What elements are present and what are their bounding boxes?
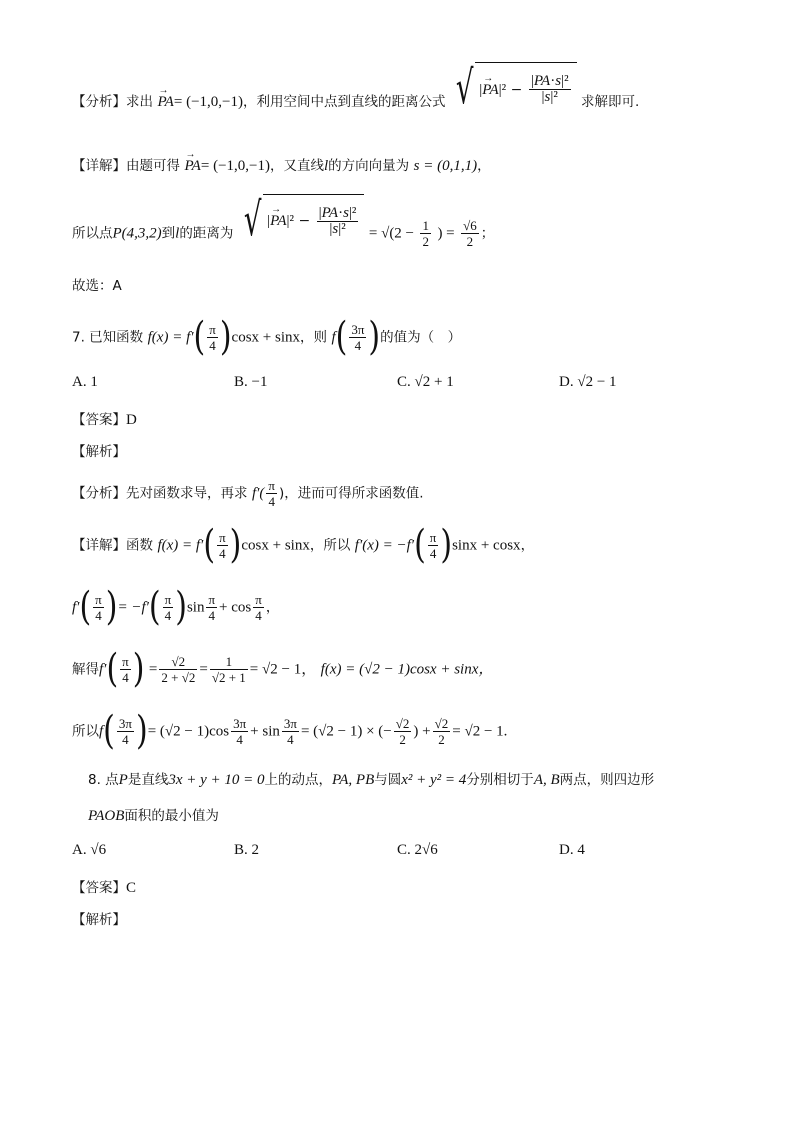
vector-s-value: s = (0,1,1)	[413, 158, 478, 174]
q7-line-fprime: f′( $\frac{\pi}{4}$ )= −f′( $\frac{\pi}{4}$ )sin $\frac{\pi}{4}$ + cos $\frac{\pi}{4}$ ，	[72, 584, 280, 630]
choose-line: 故选：A	[72, 278, 122, 294]
q8-stem2: 面积的最小值为	[124, 808, 219, 824]
detail-tag-2: 【详解】	[72, 537, 126, 554]
q8-answer: C	[126, 880, 137, 896]
vector-pa-value-2: = (−1,0,−1)	[200, 158, 270, 174]
q7-comma: ，	[520, 537, 535, 554]
detail-text: 由题可得	[126, 158, 180, 174]
q7-fx-eq: f(x) = (√2 − 1)cosx + sinx，	[320, 661, 494, 678]
q7-analysis-line	[72, 478, 424, 509]
detail-text-mid: ，又直线	[269, 158, 324, 174]
q7-so: ，所以	[309, 537, 351, 554]
line-l-2: l	[175, 225, 180, 242]
frac-pi-4: $\frac{\pi}{4}$	[209, 322, 216, 353]
analysis-text: 求出	[126, 94, 153, 110]
q8-mid3: 与圆	[374, 772, 402, 788]
question-7-stem: 7. 已知函数 f(x) = f′( $\frac{\pi}{4}$ )cosx + sinx，则 f( $\frac{3\pi}{4}$ )的值为（ ）	[72, 314, 462, 360]
q8-p: P	[118, 772, 128, 788]
q8-pa-pb: PA, PB	[332, 772, 375, 788]
frac-sqrt2-over: $\frac{√2}{2 + √2}$	[161, 654, 196, 685]
q8-circle: x² + y² = 4	[401, 772, 467, 788]
q7-final-line: 所以f( $\frac{3\pi}{4}$ )= (√2 − 1)cos $\frac{3\pi}{4}$ + sin $\frac{3\pi}{4}$ = (√2 − 1) × (− $\frac{√2}{2}$ ) + $\frac{√2}{2}$ = √2 − 1.	[72, 708, 508, 754]
q7-label: 7. 已知函数	[72, 329, 144, 346]
q7-final-tail2: ) +	[413, 723, 431, 740]
q7-eq-res: = √2 − 1，	[249, 661, 317, 678]
q7-comma-2: ，	[265, 599, 280, 616]
fraction-sqrt6-2: $\frac{√6}{2}$	[463, 218, 477, 249]
dist-text-2: 的距离为	[179, 225, 234, 242]
answer-tag: 【答案】	[72, 412, 126, 428]
distance-line	[72, 191, 495, 249]
q7-analysis-end: )，进而可得所求函数值.	[278, 485, 424, 502]
q8-mid2: 上的动点，	[264, 772, 333, 788]
q7-plus-cos: + cos	[219, 599, 252, 616]
analysis-text-end: 求解即可.	[581, 94, 640, 110]
detail-end: ，	[477, 158, 491, 174]
fraction-half: $\frac{1}{2}$	[422, 218, 429, 249]
q8-answer-line	[72, 878, 136, 898]
frac-3pi-4: $\frac{3\pi}{4}$	[351, 322, 365, 353]
dist-to: 到	[161, 225, 176, 242]
frac-1-over: $\frac{1}{√2 + 1}$	[211, 654, 246, 685]
q7-answer-line	[72, 410, 137, 430]
analysis-tag-2: 【分析】	[72, 485, 126, 502]
vector-pa-2: → PA	[184, 156, 200, 176]
vector-pa: → PA	[157, 92, 173, 112]
q7-final-end: = √2 − 1.	[452, 723, 508, 740]
q7-option-d: D. √2 − 1	[559, 374, 617, 390]
q7-explain-tag: 【解析】	[72, 444, 126, 460]
q8-label: 8. 点	[88, 772, 119, 788]
q7-fx: f(x) = f′	[147, 329, 194, 346]
q7-sin: sin	[186, 599, 205, 616]
answer-tag-2: 【答案】	[72, 880, 126, 896]
q7-option-a: A. 1	[72, 374, 98, 390]
q7-eq: = −f′	[117, 599, 149, 616]
q7-cos-sin: cosx + sinx	[231, 329, 300, 346]
line-l: l	[323, 158, 329, 174]
distance-formula-2: √ |→ PA|² − $\frac{\text{|PA·s|²}}{\text{|s|²}}$	[238, 194, 365, 244]
dist-result-a: = √(2 −	[368, 225, 415, 242]
q7-solve: 解得	[72, 661, 99, 678]
q7-fp-2: f′	[99, 661, 107, 678]
q7-detail-line: 【详解】函数 f(x) = f′( $\frac{\pi}{4}$ )cosx + sinx，所以 f′(x) = −f′( $\frac{\pi}{4}$ )sinx + cosx，	[72, 522, 535, 568]
q7-cos-sin-2: cosx + sinx	[241, 537, 310, 554]
q7-final-tail: = (√2 − 1) × (−	[300, 723, 392, 740]
q7-mid: ，则	[300, 329, 327, 346]
dist-end: ；	[480, 225, 495, 242]
q7-analysis: 先对函数求导，再求	[126, 485, 248, 502]
q7-fprime-x: f′(x) = −f′	[354, 537, 415, 554]
q8-option-d: D. 4	[559, 842, 585, 858]
q7-detail-fn: 函数	[126, 537, 153, 554]
q7-f-2: f	[99, 723, 104, 740]
q7-option-c: C. √2 + 1	[397, 374, 454, 390]
q7-final-mid: = (√2 − 1)cos	[147, 723, 230, 740]
q7-solve-line: 解得f′( $\frac{\pi}{4}$ ) = $\frac{√2}{2 + √2}$ = $\frac{1}{√2 + 1}$ = √2 − 1， f(x) = (√2 − 1)cosx + sinx，	[72, 646, 494, 692]
question-8-stem-2	[88, 806, 219, 826]
q7-end: 的值为（ ）	[380, 329, 462, 346]
q7-sin-cos: sinx + cosx	[452, 537, 521, 554]
q7-option-b: B. −1	[234, 374, 268, 390]
q7-answer: D	[126, 412, 137, 428]
q7-analysis-f: f′(	[251, 485, 265, 502]
analysis-tag: 【分析】	[72, 94, 126, 110]
analysis-line-6	[72, 60, 640, 114]
frac-pi-4-b: $\frac{\pi}{4}$	[268, 478, 275, 509]
detail-tag: 【详解】	[72, 158, 126, 174]
q8-end: 两点，则四边形	[559, 772, 655, 788]
q8-paob: PAOB	[88, 808, 125, 824]
distance-formula: √ |→ PA|² − $\frac{\text{|PA·s|²}}{\text{|s|²}}$	[450, 62, 577, 112]
q8-line-eq: 3x + y + 10 = 0	[168, 772, 265, 788]
q7-f: f	[331, 329, 336, 346]
analysis-text-mid: ，利用空间中点到直线的距离公式	[242, 94, 446, 110]
q7-fx-2: f(x) = f′	[157, 537, 204, 554]
q8-option-b: B. 2	[234, 842, 260, 858]
q8-explain-tag: 【解析】	[72, 912, 126, 928]
dist-result-b: ) =	[437, 225, 455, 242]
q8-ab: A, B	[533, 772, 560, 788]
q7-final-sin: + sin	[250, 723, 280, 740]
q8-mid4: 分别相切于	[466, 772, 534, 788]
vector-pa-value: = (−1,0,−1)	[173, 94, 243, 110]
detail-line-6	[72, 156, 491, 176]
q8-mid: 是直线	[127, 772, 169, 788]
q7-so-2: 所以	[72, 723, 99, 740]
dist-text: 所以点	[72, 225, 113, 242]
q8-option-c: C. 2√6	[397, 842, 438, 858]
point-p: P(4,3,2)	[112, 225, 162, 242]
q7-fp: f′	[72, 599, 80, 616]
detail-text-mid2: 的方向向量为	[328, 158, 410, 174]
q8-option-a: A. √6	[72, 842, 107, 858]
question-8-stem	[88, 770, 654, 790]
